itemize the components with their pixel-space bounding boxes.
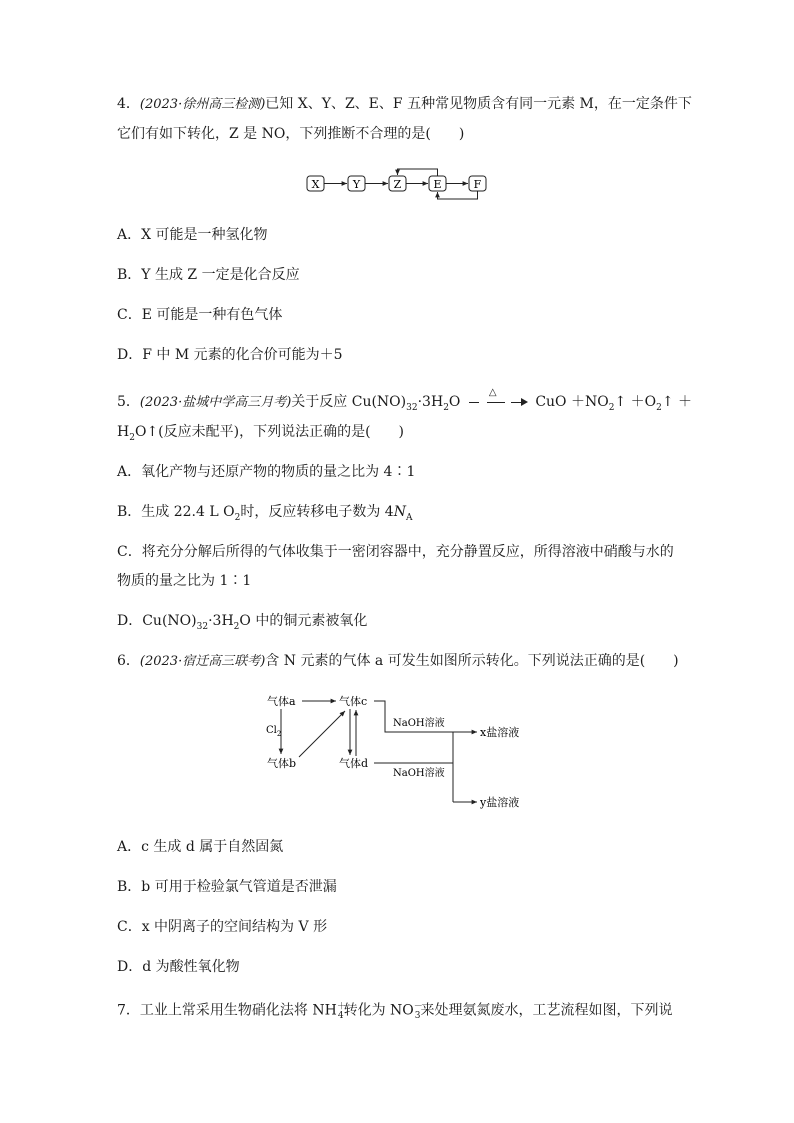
q6-stem-text: 含 N 元素的气体 a 可发生如图所示转化。下列说法正确的是( ) bbox=[265, 653, 679, 669]
q5-option-d[interactable]: D．$Cu(NO)_{32}\cdot 3H_2O$ 中的铜元素被氧化 bbox=[117, 613, 368, 632]
q4-arrow-f-e bbox=[438, 191, 478, 199]
heat-triangle-icon: △ bbox=[488, 387, 497, 398]
q4-node-f-label: F bbox=[473, 178, 482, 191]
q4-node-e bbox=[429, 176, 446, 191]
q6-number: 6． bbox=[117, 653, 140, 669]
q4-node-x bbox=[307, 176, 324, 191]
q6-option-a-text: A．c 生成 d 属于自然固氮 bbox=[117, 839, 284, 855]
q4-node-x-label: X bbox=[311, 178, 320, 191]
q5-heat-arrow bbox=[467, 387, 529, 409]
q6-option-c[interactable] bbox=[117, 917, 327, 937]
q5-stem-line1 bbox=[117, 387, 693, 418]
q6-gas-c: 气体c bbox=[339, 695, 368, 708]
q6-arrow-b-c bbox=[299, 711, 345, 757]
q4-option-a[interactable] bbox=[117, 225, 268, 245]
q6-gas-d: 气体d bbox=[339, 757, 369, 770]
q7-stem: 7．工业上常采用生物硝化法将 $NH^+_4$转化为 $NO^-_3$来处理氨氮废水，工艺流程如图，下列说 bbox=[117, 1002, 673, 1022]
q4-node-y bbox=[348, 176, 365, 191]
q5-source: (2023·盐城中学高三月考) bbox=[139, 395, 292, 410]
q5-option-c-text2: 物质的量之比为 1∶1 bbox=[117, 573, 252, 589]
q6-option-d-text: D．d 为酸性氧化物 bbox=[117, 959, 240, 975]
q5-option-b[interactable]: B．生成 22.4 L $O_2$时，反应转移电子数为 $4N_A$ bbox=[117, 504, 413, 523]
q5-option-c-text1: C．将充分分解后所得的气体收集于一密闭容器中，充分静置反应，所得溶液中硝酸与水的 bbox=[117, 544, 674, 560]
q4-option-b[interactable] bbox=[117, 265, 300, 285]
q5-option-a[interactable] bbox=[117, 462, 415, 482]
q5-water: $H_2O$ bbox=[117, 424, 147, 443]
q4-node-e-label: E bbox=[433, 178, 442, 191]
q4-option-a-text: A．X 可能是一种氢化物 bbox=[117, 227, 268, 243]
q4-stem-text2: 它们有如下转化，Z 是 NO，下列推断不合理的是( ) bbox=[117, 126, 465, 142]
q6-option-a[interactable] bbox=[117, 837, 283, 857]
q4-node-f bbox=[469, 176, 486, 191]
q6-stem bbox=[117, 651, 679, 672]
q6-x-salt: x盐溶液 bbox=[480, 726, 520, 739]
q5-option-a-text: A．氧化产物与还原产物的物质的量之比为 4∶1 bbox=[117, 464, 416, 480]
q4-option-b-text: B．Y 生成 Z 一定是化合反应 bbox=[117, 267, 300, 283]
q5-stem-text2: ↑(反应未配平)，下列说法正确的是( ) bbox=[146, 424, 405, 440]
q4-stem-line1 bbox=[117, 94, 692, 115]
q5-reactant: 关于反应 $Cu(NO)_{32}\cdot 3H_2O$ bbox=[291, 394, 461, 413]
q6-y-salt: y盐溶液 bbox=[480, 796, 520, 809]
q4-option-d-text: D．F 中 M 元素的化合价可能为＋5 bbox=[117, 347, 343, 363]
q4-stem-text1: 已知 X、Y、Z、E、F 五种常见物质含有同一元素 M，在一定条件下 bbox=[265, 96, 692, 112]
q6-source: (2023·宿迁高三联考) bbox=[139, 654, 266, 669]
q4-source: (2023·徐州高三检测) bbox=[139, 97, 266, 112]
q4-number: 4． bbox=[117, 96, 140, 112]
q5-stem-line2 bbox=[117, 422, 404, 448]
q4-option-c[interactable] bbox=[117, 305, 282, 325]
q6-option-d[interactable] bbox=[117, 957, 240, 977]
q4-arrow-e-z bbox=[398, 169, 438, 176]
q4-node-z bbox=[389, 176, 406, 191]
q6-naoh-label-1: NaOH溶液 bbox=[393, 718, 445, 729]
q6-option-b[interactable] bbox=[117, 877, 337, 897]
q6-naoh-label-2: NaOH溶液 bbox=[393, 768, 445, 779]
arrow-head-icon bbox=[521, 398, 528, 406]
q6-path-c-to-junction bbox=[374, 701, 453, 732]
q4-node-z-label: Z bbox=[393, 178, 402, 191]
q4-option-c-text: C．E 可能是一种有色气体 bbox=[117, 307, 283, 323]
q4-option-d[interactable] bbox=[117, 345, 343, 365]
q4-stem-line2 bbox=[117, 124, 464, 144]
q6-gas-b: 气体b bbox=[267, 757, 297, 770]
q6-option-b-text: B．b 可用于检验氯气管道是否泄漏 bbox=[117, 879, 337, 895]
q5-products: CuO $+NO_2↑$ $+O_2↑$ ＋ bbox=[535, 394, 693, 413]
q6-gas-a: 气体a bbox=[267, 695, 296, 708]
q4-node-y-label: Y bbox=[352, 178, 361, 191]
q6-cl2-label: $Cl_2$ bbox=[266, 725, 282, 738]
q6-option-c-text: C．x 中阴离子的空间结构为 V 形 bbox=[117, 919, 328, 935]
q5-option-c-line1[interactable] bbox=[117, 542, 674, 562]
q5-option-c-line2 bbox=[117, 571, 251, 591]
q5-number: 5． bbox=[117, 394, 140, 410]
